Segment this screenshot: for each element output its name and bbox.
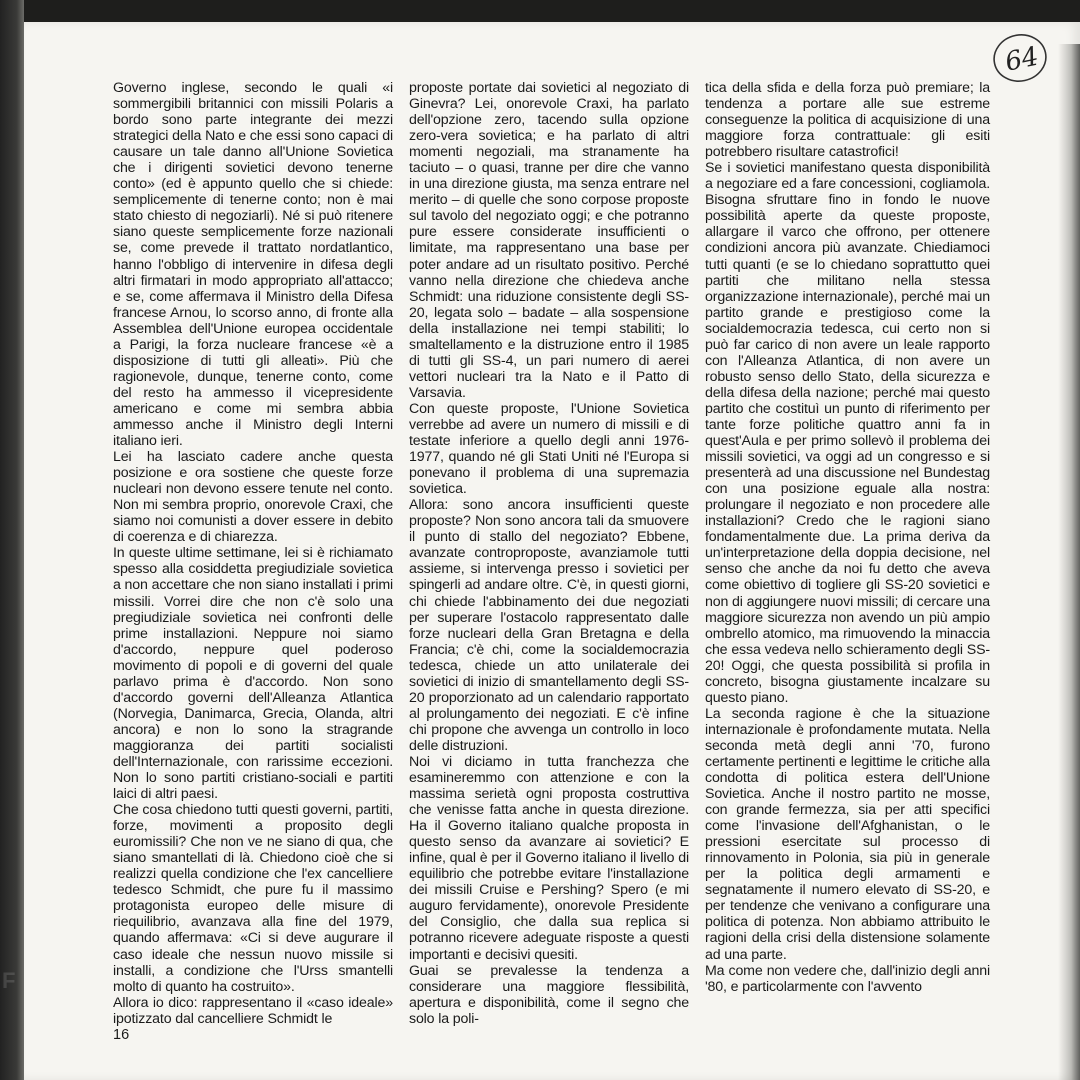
text-column-3 (705, 80, 990, 995)
paragraph: Noi vi diciamo in tutta franchezza che esamineremmo con attenzione e con la massima serietà ogni proposta costruttiva che venisse fatta anche in questa direzione. Ha il Governo italiano qualche proposta in questo senso da avanzare ai sovietici? E infine, qual è per il Governo italiano il livello di equilibrio che potrebbe evitare l'installazione dei missili Cruise e Pershing? Spero (e mi auguro fervidamente), onorevole Presidente del Consiglio, che dalla sua replica si potranno ricevere adeguate risposte a questi importanti e decisivi quesiti. (409, 753, 689, 963)
paragraph: In queste ultime settimane, lei si è richiamato spesso alla cosiddetta pregiudiziale sovietica a non accettare che non siano installati i primi missili. Vorrei dire che non c'è solo una pregiudiziale sovietica nei confronti delle prime installazioni. Neppure noi siamo d'accordo, neppure quel poderoso movimento di popoli e di governi del quale parlavo prima è d'accordo. Non sono d'accordo governi dell'Alleanza Atlantica (Norvegia, Danimarca, Grecia, Olanda, altri ancora) e non lo sono la stragrande maggioranza dei partiti socialisti dell'Internazionale, con rarissime eccezioni. Non lo sono partiti cristiano-sociali e partiti laici di altri paesi. (113, 545, 393, 803)
page-number: 16 (113, 1027, 130, 1043)
document-page (24, 22, 1080, 1080)
paragraph: Ma come non vedere che, dall'inizio degli anni '80, e particolarmente con l'avvento (705, 962, 990, 995)
paragraph: Governo inglese, secondo le quali «i sommergibili britannici con missili Polaris a bordo sono parte integrante dei mezzi strategici della Nato e che essi sono capaci di causare un tale danno all'Unione Sovietica che i dirigenti sovietici devono tenerne conto» (ed è appunto quello che si chiede: semplicemente di tenerne conto; non è mai stato chiesto di negoziarli). Né si può ritenere siano queste semplicemente forze nazionali se, come prevede il trattato nordatlantico, hanno l'obbligo di intervenire in difesa degli altri firmatari in modo appropriato all'attacco; e se, come affermava il Ministro della Difesa francese Arnou, lo scorso anno, di fronte alla Assemblea dell'Unione europea occidentale a Parigi, la forza nucleare francese «è a disposizione di tutti gli alleati». Più che ragionevole, dunque, tenerne conto, come del resto ha ammesso il vicepresidente americano e come mi sembra abbia ammesso anche il Ministro degli Interni italiano ieri. (113, 80, 394, 450)
page-curl-shadow (1058, 44, 1080, 1080)
paragraph: tica della sfida e della forza può premiare; la tendenza a portare alle sue estreme conseguenze la politica di acquisizione di una maggiore forza contrattuale: gli esiti potrebbero risultare catastrofici! (705, 80, 990, 161)
paragraph: Lei ha lasciato cadere anche questa posizione e ora sostiene che queste forze nucleari non devono essere tenute nel conto. Non mi sembra proprio, onorevole Craxi, che siamo noi comunisti a dover essere in debito di coerenza e di chiarezza. (113, 449, 393, 546)
margin-mark: F (2, 968, 16, 993)
scan-left-border (0, 0, 24, 1080)
paragraph: Con queste proposte, l'Unione Sovietica verrebbe ad avere un numero di missili e di testate inferiore a quello degli anni 1976-1977, quando né gli Stati Uniti né l'Europa si ponevano il problema di una supremazia sovietica. (409, 400, 689, 498)
paragraph: Se i sovietici manifestano questa disponibilità a negoziare ed a fare concessioni, cogliamola. Bisogna sfruttare fino in fondo le nuove possibilità aperte da queste proposte, allargare il varco che offrono, per ottenere condizioni ancora più avanzate. Chiediamoci tutti quanti (e se lo chiedano soprattutto quei partiti che militano nella stessa organizzazione internazionale), perché mai un partito grande e prestigioso come la socialdemocrazia tedesca, cui certo non si può far carico di non avere un leale rapporto con l'Alleanza Atlantica, di non avere un robusto senso dello Stato, della sicurezza e della difesa della nazione; perché mai questo partito che costituì un punto di riferimento per tante forze politiche quattro anni fa in quest'Aula e per primo sollevò il problema dei missili sovietici, va oggi ad un congresso e si presenterà ad una discussione nel Bundestag con una posizione eguale alla nostra: prolungare il negoziato e non procedere alle installazioni? Credo che le ragioni siano fondamentalmente due. La prima deriva da un'interpretazione della doppia decisione, nel senso che anche da noi fu detto che aveva come obiettivo di togliere gli SS-20 sovietici e non di aggiungere nuovi missili; di cercare una maggiore sicurezza non avendo un più ampio ombrello atomico, ma rimuovendo la minaccia che essa vedeva nello schieramento degli SS-20! Oggi, che questa possibilità si profila in concreto, bisogna giustamente incalzare su questo piano. (705, 160, 990, 706)
paragraph: La seconda ragione è che la situazione internazionale è profondamente mutata. Nella seconda metà degli anni '70, furono certamente pertinenti e legittime le critiche alla condotta di politica estera dell'Unione Sovietica. Anche il nostro partito ne mosse, con grande fermezza, sia per atti specifici come l'invasione dell'Afghanistan, o le pressioni esercitate sul processo di rinnovamento in Polonia, sia più in generale per la politica degli armamenti e segnatamente il numero elevato di SS-20, e per tendenze che venivano a configurare una politica di potenza. Non abbiamo attribuito le ragioni della crisi della distensione solamente ad una parte. (705, 705, 990, 963)
handwritten-folio-number (990, 30, 1050, 86)
handwritten-folio-text: 64 (1002, 41, 1042, 78)
paragraph: Allora: sono ancora insufficienti queste proposte? Non sono ancora tali da smuovere il punto di stallo del negoziato? Ebbene, avanzate controproposte, avanziamole tutti assieme, si intervenga presso i sovietici per spingerli ad andare oltre. C'è, in questi giorni, chi chiede l'abbinamento dei due negoziati per superare l'ostacolo rappresentato dalle forze nucleari della Gran Bretagna e della Francia; c'è chi, come la socialdemocrazia tedesca, chiede un atto unilaterale dei sovietici di inizio di smantellamento degli SS-20 proporzionato ad un calendario rapportato al prolungamento dei negoziati. E c'è infine chi propone che avvenga un controllo in loco delle distruzioni. (409, 497, 689, 754)
text-column-2 (409, 80, 689, 1027)
paragraph: proposte portate dai sovietici al negoziato di Ginevra? Lei, onorevole Craxi, ha parlato dell'opzione zero, tacendo sulla opzione zero-vera sovietica; e ha parlato di altri momenti negoziali, ma stranamente ha taciuto – o quasi, tranne per dire che vanno in una direzione giusta, ma senza entrare nel merito – di quelle che sono corpose proposte sul tavolo del negoziato oggi; e che potranno pure essere considerate insufficienti o limitate, ma rappresentano una base per poter andare ad un risultato positivo. Perché vanno nella direzione che chiedeva anche Schmidt: una riduzione consistente degli SS-20, legata solo – badate – alla sospensione della installazione nei tempi stabiliti; lo smaltellamento e la distruzione entro il 1985 di tutti gli SS-4, un pari numero di aerei vettori nucleari tra la Nato e il Patto di Varsavia. (409, 80, 689, 401)
text-column-1 (113, 80, 393, 1027)
scan-top-border (0, 0, 1080, 22)
paragraph: Allora io dico: rappresentano il «caso ideale» ipotizzato dal cancelliere Schmidt le (113, 994, 393, 1027)
paragraph: Guai se prevalesse la tendenza a considerare una maggiore flessibilità, apertura e disponibilità, come il segno che solo la poli- (409, 962, 689, 1027)
paragraph: Che cosa chiedono tutti questi governi, partiti, forze, movimenti a proposito degli euromissili? Che non ve ne siano di qua, che siano smantellati di là. Chiedono cioè che si realizzi quella condizione che l'ex cancelliere tedesco Schmidt, che pure fu il massimo protagonista europeo delle misure di riequilibrio, avanzava alla fine del 1979, quando affermava: «Ci si deve augurare il caso ideale che nessun nuovo missile si installi, a condizione che l'Urss smantelli molto di quanto ha costruito». (113, 802, 393, 995)
